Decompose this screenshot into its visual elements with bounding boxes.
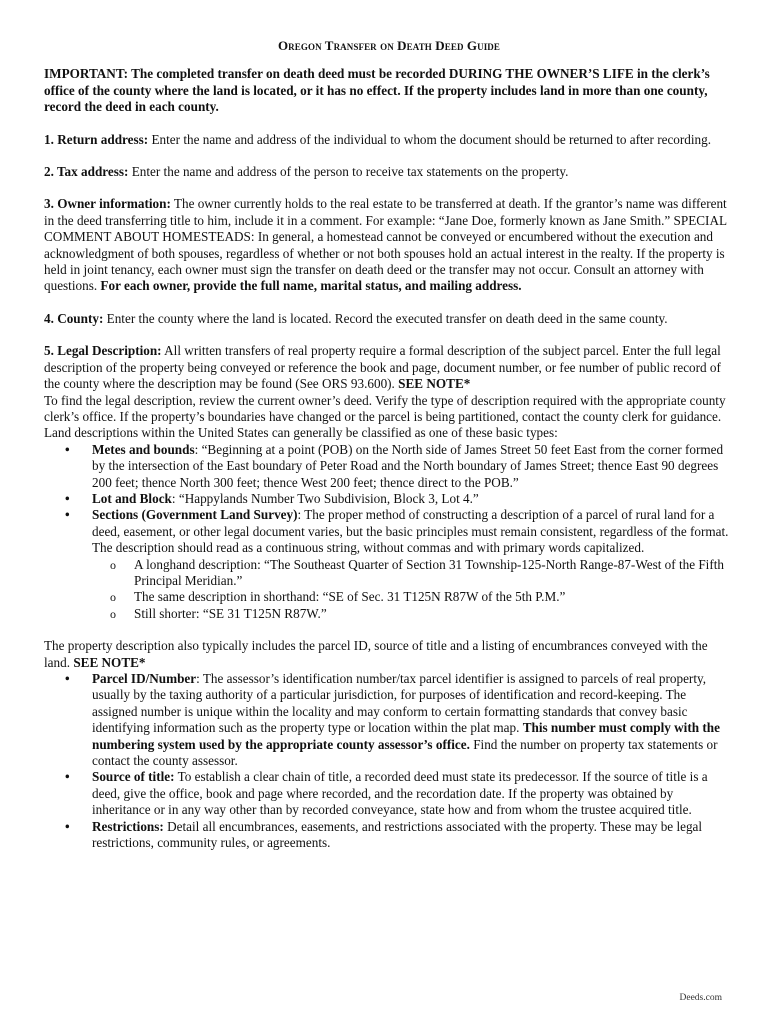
item-text: Find the number on property tax statements or contact the county assessor.: [92, 736, 718, 769]
section-county: [44, 311, 734, 327]
item-heading: Restrictions:: [92, 818, 164, 834]
section-legal-description: [44, 343, 734, 622]
legal-description-intro: [44, 343, 734, 392]
see-note: SEE NOTE*: [73, 654, 146, 670]
section-text: Enter the county where the land is located. Record the executed transfer on death deed in the same county.: [103, 310, 668, 326]
section-heading: 1. Return address:: [44, 131, 149, 147]
document-body: [44, 38, 734, 851]
legal-description-types-intro: Land descriptions within the United States can generally be classified as one of these basic types:: [44, 425, 558, 441]
item-heading: Parcel ID/Number: [92, 671, 197, 686]
circle-bullet-icon: o: [110, 557, 116, 572]
section-heading: 4. County:: [44, 310, 104, 326]
document-title: Oregon Transfer on Death Deed Guide: [277, 38, 501, 53]
item-heading: Sections (Government Land Survey): [92, 507, 298, 523]
item-text: : The assessor’s identification number/tax parcel identifier is assigned to parcels of real property, usually by the taxing authority of a particular jurisdiction, for purposes of identification and record-keeping. The assigned number is unique within the locality and may conform to certain formatting standards that convey basic identifying information such as the property type or location within the plat map.: [92, 671, 707, 736]
item-text: A longhand description: “The Southeast Quarter of Section 31 Township-125-North Range-87-West of the Fifth Principal Meridian.”: [134, 556, 724, 588]
item-text: : “Happylands Number Two Subdivision, Block 3, Lot 4.”: [171, 490, 479, 506]
item-text: The same description in shorthand: “SE of Sec. 31 T125N R87W of the 5th P.M.”: [134, 589, 566, 605]
sub-list-item: [44, 606, 734, 622]
circle-bullet-icon: o: [110, 606, 116, 621]
spacer: [44, 622, 734, 638]
list-item: [44, 491, 734, 507]
item-heading: Lot and Block: [92, 490, 172, 506]
item-text: To establish a clear chain of title, a recorded deed must state its predecessor. If the source of title is a deed, give the office, book and page where recorded, and the recordation date. If the property was obtained by inheritance or in any way other than by recorded conveyance, state how and from whom the trustee acquired title.: [92, 769, 708, 818]
bullet-icon: •: [65, 818, 70, 834]
section-examples-list: [92, 557, 734, 623]
section-return-address: [44, 132, 734, 148]
item-text: : “Beginning at a point (POB) on the North side of James Street 50 feet East from the corner formed by the intersection of the East boundary of Peter Road and the North boundary of James Street; thence East 90 degrees 200 feet; thence North 300 feet; thence West 200 feet; thence direct to the POB.”: [92, 441, 724, 490]
list-item: [44, 671, 734, 769]
parcel-details-list: [44, 671, 734, 851]
item-emphasis: This number must comply with the numbering system used by the appropriate county assessor’s office.: [92, 720, 720, 752]
bullet-icon: •: [65, 671, 70, 686]
important-notice: IMPORTANT: The completed transfer on death deed must be recorded DURING THE OWNER’S LIFE in the clerk’s office of the county where the land is located, or it has no effect. If the property includes land in more than one county, record the deed in each county.: [44, 66, 710, 115]
list-item: [44, 507, 734, 622]
owner-requirement: For each owner, provide the full name, marital status, and mailing address.: [100, 278, 522, 294]
legal-description-guidance: To find the legal description, review the current owner’s deed. Verify the type of description required with the appropriate county clerk’s office. If the property’s boundaries have changed or the parcel is being partitioned, contact the county clerk for guidance.: [44, 392, 726, 424]
section-heading: 5. Legal Description:: [44, 343, 162, 359]
item-text: Still shorter: “SE 31 T125N R87W.”: [134, 605, 327, 621]
item-heading: Metes and bounds: [92, 441, 195, 457]
list-item: [44, 442, 734, 491]
section-text: All written transfers of real property require a formal description of the subject parcel. Enter the full legal description of the property being conveyed or reference the book and page, document number, or fee number of public record of the county where the description may be found (See ORS 93.600).: [44, 343, 721, 392]
bullet-icon: •: [65, 769, 70, 785]
sub-list-item: [44, 589, 734, 605]
footer-source: Deeds.com: [679, 993, 722, 1003]
list-item: [44, 819, 734, 852]
item-text: Detail all encumbrances, easements, and restrictions associated with the property. These may be legal restrictions, community rules, or agreements.: [92, 818, 703, 851]
circle-bullet-icon: o: [110, 590, 116, 605]
see-note: SEE NOTE*: [398, 376, 471, 392]
bullet-icon: •: [65, 507, 70, 523]
section-owner-information: [44, 196, 734, 294]
item-heading: Source of title:: [92, 769, 175, 785]
list-item: [44, 769, 734, 818]
parcel-intro: [44, 638, 734, 671]
bullet-icon: •: [65, 441, 70, 457]
section-heading: 3. Owner information:: [44, 196, 171, 212]
description-types-list: [44, 442, 734, 622]
section-heading: 2. Tax address:: [44, 164, 129, 180]
sub-list-item: [44, 557, 734, 590]
section-text: The property description also typically includes the parcel ID, source of title and a listing of encumbrances conveyed with the land.: [44, 638, 708, 670]
section-tax-address: [44, 164, 734, 180]
section-text: Enter the name and address of the person to receive tax statements on the property.: [128, 164, 569, 180]
bullet-icon: •: [65, 490, 70, 506]
section-text: The owner currently holds to the real estate to be transferred at death. If the grantor’s name was different in the deed transferring title to him, include it in a comment. For example: “Jane Doe, formerly known as Jane Smith.” SPECIAL COMMENT ABOUT HOMESTEADS: In general, a homestead cannot be conveyed or encumbered without the execution and acknowledgment of both spouses, regardless of whether or not both spouses hold an actual interest in the realty. If the property is held in joint tenancy, each owner must sign the transfer on death deed or the transfer may not occur. Consult an attorney with questions.: [44, 196, 727, 294]
section-text: Enter the name and address of the individual to whom the document should be returned to after recording.: [148, 131, 712, 147]
item-text: : The proper method of constructing a description of a parcel of rural land for a deed, easement, or other legal document varies, but the basic principles must remain consistent, regardless of the format. The description should read as a continuous string, without commas and with primary words capitalized.: [92, 507, 729, 556]
